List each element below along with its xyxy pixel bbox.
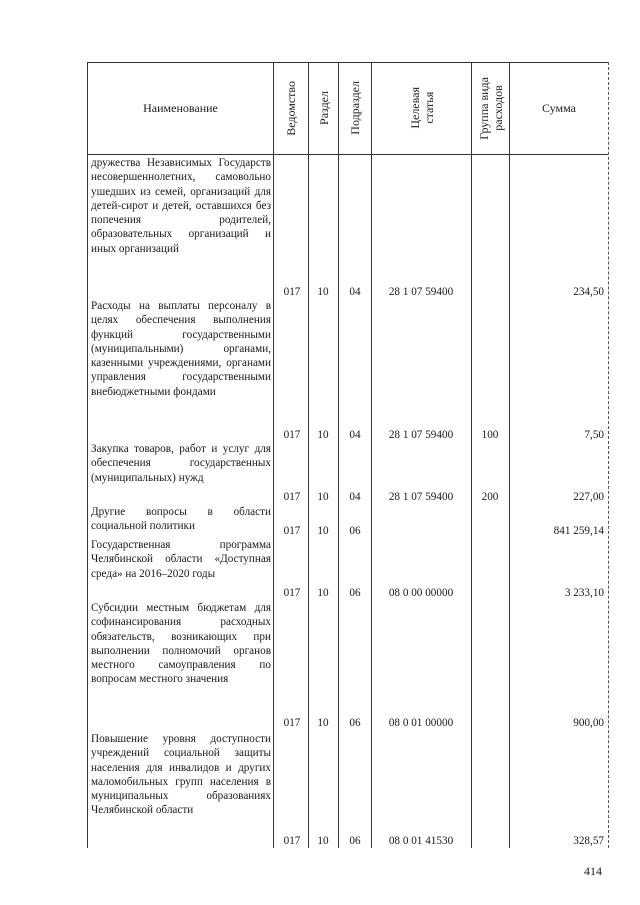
row-name: Повышение уровня доступности учреждений социальной защиты населения для инвалидов и других маломобильных групп населения в муниципальных образованиях Челябинской области: [91, 733, 271, 817]
row-vedomstvo: 017: [283, 525, 301, 537]
row-celevaya: 08 0 00 00000: [388, 587, 454, 599]
header-gruppa-line1: Группа вида: [476, 76, 491, 140]
column-divider: [273, 62, 274, 848]
row-name: дружества Независимых Государств несовершеннолетних, самовольно ушедших из семей, организаций для детей-сирот и детей, оставшихся без попечения родителей, образовательных организаций и иных организаций: [91, 157, 271, 255]
row-summa: 234,50: [573, 286, 604, 298]
header-vedomstvo: [274, 62, 308, 154]
row-podrazdel: 06: [349, 525, 361, 537]
header-celevaya-line1: Целевая: [407, 87, 422, 129]
row-gruppa: 100: [481, 429, 499, 441]
column-divider: [371, 62, 372, 848]
row-summa: 3 233,10: [564, 587, 604, 599]
row-razdel: 10: [317, 717, 329, 729]
row-name: Субсидии местным бюджетам для софинансирования расходных обязательств, возникающих при выполнении полномочий органов местного самоуправления по вопросам местного значения: [91, 602, 271, 686]
row-name: Другие вопросы в области социальной политики: [91, 506, 271, 533]
row-razdel: 10: [317, 286, 329, 298]
row-podrazdel: 04: [349, 429, 361, 441]
row-podrazdel: 04: [349, 286, 361, 298]
column-divider: [509, 62, 510, 848]
row-vedomstvo: 017: [283, 429, 301, 441]
header-vedomstvo-text: Ведомство: [284, 80, 298, 136]
row-razdel: 10: [317, 525, 329, 537]
header-razdel-text: Раздел: [316, 91, 331, 125]
header-gruppa-line2: расходов: [490, 85, 505, 131]
header-podrazdel: [339, 62, 371, 154]
table-border-left: [87, 62, 88, 848]
header-gruppa-vida-rashodov: [472, 62, 509, 154]
header-razdel: [309, 62, 338, 154]
row-celevaya: 08 0 01 41530: [388, 835, 454, 847]
header-summa-text: Сумма: [542, 101, 576, 115]
row-summa: 841 259,14: [553, 525, 604, 537]
table-border-right: [608, 62, 609, 848]
row-podrazdel: 06: [349, 835, 361, 847]
row-summa: 7,50: [584, 429, 604, 441]
row-summa: 227,00: [573, 491, 604, 503]
row-razdel: 10: [317, 429, 329, 441]
row-celevaya: 28 1 07 59400: [388, 429, 454, 441]
row-celevaya: 28 1 07 59400: [388, 286, 454, 298]
row-vedomstvo: 017: [283, 717, 301, 729]
row-name: Расходы на выплаты персоналу в целях обеспечения выполнения функций государственными (муниципальными) органами, казенными учреждениями, органами управления государственными внебюджетными фондами: [91, 300, 271, 398]
row-vedomstvo: 017: [283, 587, 301, 599]
header-bottom-border: [87, 154, 608, 155]
row-celevaya: 08 0 01 00000: [388, 717, 454, 729]
header-name: [88, 62, 273, 154]
row-summa: 328,57: [573, 835, 604, 847]
row-vedomstvo: 017: [283, 286, 301, 298]
header-name-text: Наименование: [143, 101, 218, 115]
row-razdel: 10: [317, 587, 329, 599]
row-vedomstvo: 017: [283, 491, 301, 503]
header-celevaya-text: [408, 87, 436, 129]
column-divider: [471, 62, 472, 848]
row-podrazdel: 04: [349, 491, 361, 503]
row-gruppa: 200: [481, 491, 499, 503]
row-summa: 900,00: [573, 717, 604, 729]
row-podrazdel: 06: [349, 717, 361, 729]
row-celevaya: 28 1 07 59400: [388, 491, 454, 503]
row-name: Государственная программа Челябинской области «Доступная среда» на 2016–2020 годы: [91, 539, 271, 580]
header-summa: [510, 62, 608, 154]
header-celevaya-statya: [372, 62, 471, 154]
page-number: 414: [584, 864, 602, 878]
header-gruppa-text: [477, 77, 505, 140]
row-name: Закупка товаров, работ и услуг для обеспечения государственных (муниципальных) нужд: [91, 443, 271, 484]
column-divider: [308, 62, 309, 848]
header-podrazdel-text: Подраздел: [348, 81, 362, 135]
row-razdel: 10: [317, 491, 329, 503]
column-divider: [338, 62, 339, 848]
header-celevaya-line2: статья: [421, 92, 436, 124]
row-vedomstvo: 017: [283, 835, 301, 847]
row-podrazdel: 06: [349, 587, 361, 599]
row-razdel: 10: [317, 835, 329, 847]
